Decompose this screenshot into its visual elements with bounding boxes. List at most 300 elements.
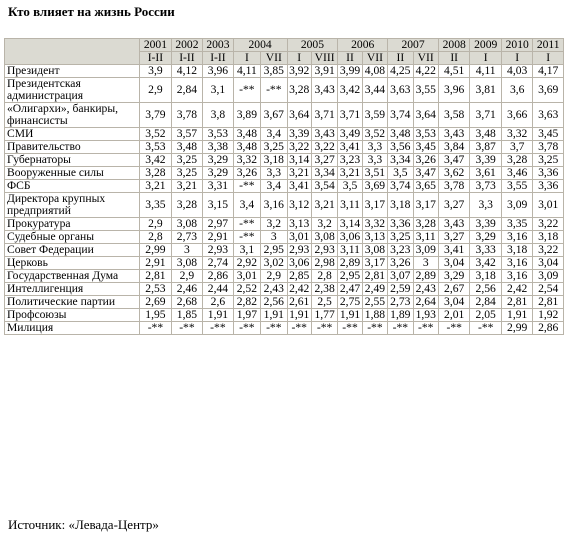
table-row [5, 296, 564, 309]
table-cell: 3,28 [140, 167, 172, 180]
period-header: VII [413, 52, 438, 65]
table-cell: 2,52 [233, 283, 260, 296]
table-cell: 3,4 [261, 180, 287, 193]
row-label: Судебные органы [5, 231, 140, 244]
table-cell: 3,27 [438, 193, 470, 218]
table-cell: 2,97 [203, 218, 233, 231]
period-header: I [287, 52, 311, 65]
table-cell: 3,36 [388, 218, 413, 231]
table-cell: 3 [171, 244, 203, 257]
table-cell: 2,89 [338, 257, 362, 270]
table-cell: 3,36 [533, 167, 564, 180]
table-cell: 2,42 [501, 283, 533, 296]
table-cell: -** [438, 322, 470, 335]
table-cell: 2,92 [233, 257, 260, 270]
year-header-row [5, 39, 564, 52]
table-cell: 2,38 [311, 283, 337, 296]
table-cell: 3,42 [338, 78, 362, 103]
table-cell: 3,47 [438, 154, 470, 167]
table-cell: 3,29 [203, 154, 233, 167]
table-cell: 2,68 [171, 296, 203, 309]
table-cell: 2,93 [287, 244, 311, 257]
table-cell: 3,53 [140, 141, 172, 154]
table-cell: 4,22 [413, 65, 438, 78]
table-cell: 2,81 [362, 270, 387, 283]
table-cell: -** [140, 322, 172, 335]
table-cell: 3,5 [388, 167, 413, 180]
table-cell: 3,42 [470, 257, 502, 270]
table-cell: 4,25 [388, 65, 413, 78]
table-cell: 3,53 [413, 128, 438, 141]
table-cell: 1,95 [140, 309, 172, 322]
table-cell: 2,99 [501, 322, 533, 335]
table-cell: 2,74 [203, 257, 233, 270]
table-cell: 3,25 [171, 154, 203, 167]
table-cell: 3,41 [287, 180, 311, 193]
table-cell: 3,13 [287, 218, 311, 231]
table-row [5, 244, 564, 257]
table-cell: -** [261, 322, 287, 335]
table-cell: 3,49 [338, 128, 362, 141]
table-cell: 2,67 [438, 283, 470, 296]
year-header: 2008 [438, 39, 470, 52]
table-cell: 3,09 [413, 244, 438, 257]
period-header: II [438, 52, 470, 65]
table-cell: 2,89 [413, 270, 438, 283]
table-cell: 3,23 [388, 244, 413, 257]
table-cell: 2,47 [338, 283, 362, 296]
table-cell: 3,09 [501, 193, 533, 218]
table-cell: 2,05 [470, 309, 502, 322]
table-cell: -** [413, 322, 438, 335]
table-row [5, 231, 564, 244]
table-cell: 3,87 [470, 141, 502, 154]
table-cell: 3,55 [413, 78, 438, 103]
table-cell: 3,65 [413, 180, 438, 193]
table-cell: 2,86 [533, 322, 564, 335]
table-cell: 3,06 [287, 257, 311, 270]
table-cell: -** [233, 218, 260, 231]
table-cell: 3,18 [533, 231, 564, 244]
table-cell: -** [362, 322, 387, 335]
table-cell: 2,84 [171, 78, 203, 103]
table-cell: 3,23 [338, 154, 362, 167]
table-cell: 3,48 [470, 128, 502, 141]
table-cell: 3,18 [388, 193, 413, 218]
table-cell: 1,91 [261, 309, 287, 322]
header-corner [5, 39, 140, 65]
table-cell: 3,22 [311, 141, 337, 154]
table-cell: 4,11 [233, 65, 260, 78]
table-cell: 3,78 [438, 180, 470, 193]
table-cell: 3,48 [388, 128, 413, 141]
table-cell: 3,27 [438, 231, 470, 244]
row-label: СМИ [5, 128, 140, 141]
table-cell: 3,22 [287, 141, 311, 154]
table-cell: 2,91 [203, 231, 233, 244]
table-cell: 3,52 [140, 128, 172, 141]
table-cell: 3,08 [362, 244, 387, 257]
table-row [5, 128, 564, 141]
table-cell: 3,63 [533, 103, 564, 128]
table-cell: -** [470, 322, 502, 335]
table-cell: 3,26 [233, 167, 260, 180]
table-cell: 3,21 [171, 180, 203, 193]
table-cell: 3,74 [388, 103, 413, 128]
table-cell: 3,32 [501, 128, 533, 141]
year-header: 2004 [233, 39, 287, 52]
table-row [5, 309, 564, 322]
table-cell: 2,55 [362, 296, 387, 309]
table-cell: 2,69 [140, 296, 172, 309]
table-cell: 3,61 [470, 167, 502, 180]
table-cell: 2,53 [140, 283, 172, 296]
period-header: II [388, 52, 413, 65]
table-cell: 3,96 [438, 78, 470, 103]
period-header: I-II [140, 52, 172, 65]
table-cell: 3,79 [140, 103, 172, 128]
table-cell: 3,96 [203, 65, 233, 78]
table-cell: 3,3 [362, 154, 387, 167]
table-cell: 3,91 [311, 65, 337, 78]
table-cell: 2,86 [203, 270, 233, 283]
row-label: ФСБ [5, 180, 140, 193]
year-header: 2009 [470, 39, 502, 52]
row-label: Церковь [5, 257, 140, 270]
table-cell: 2,73 [171, 231, 203, 244]
table-row [5, 218, 564, 231]
table-cell: 4,17 [533, 65, 564, 78]
period-header: VII [261, 52, 287, 65]
table-cell: -** [261, 78, 287, 103]
table-row [5, 257, 564, 270]
row-label: Президентская администрация [5, 78, 140, 103]
table-cell: 1,91 [203, 309, 233, 322]
table-cell: 3,32 [233, 154, 260, 167]
table-cell: 3,01 [533, 193, 564, 218]
table-cell: 2,91 [140, 257, 172, 270]
table-cell: 3,63 [388, 78, 413, 103]
table-cell: 3,18 [470, 270, 502, 283]
year-header: 2006 [338, 39, 388, 52]
table-cell: 3,22 [533, 244, 564, 257]
table-cell: 2,9 [140, 218, 172, 231]
table-cell: 3,18 [501, 244, 533, 257]
table-cell: 3,09 [533, 270, 564, 283]
table-cell: 3,16 [501, 257, 533, 270]
table-cell: 2,56 [261, 296, 287, 309]
row-label: Государственная Дума [5, 270, 140, 283]
table-cell: 3,11 [413, 231, 438, 244]
period-header: II [338, 52, 362, 65]
table-cell: 3,89 [233, 103, 260, 128]
row-label: Совет Федерации [5, 244, 140, 257]
table-cell: 3,47 [413, 167, 438, 180]
table-cell: 3,26 [413, 154, 438, 167]
table-cell: 3,33 [470, 244, 502, 257]
table-cell: 2,95 [261, 244, 287, 257]
table-cell: 3,29 [438, 270, 470, 283]
table-cell: 3,38 [203, 141, 233, 154]
table-cell: 3,58 [438, 103, 470, 128]
table-cell: 3,78 [533, 141, 564, 154]
table-cell: 3,1 [233, 244, 260, 257]
table-cell: 3,64 [287, 103, 311, 128]
table-cell: 3,21 [287, 167, 311, 180]
table-cell: -** [287, 322, 311, 335]
table-cell: 3,46 [501, 167, 533, 180]
source-note: Источник: «Левада-Центр» [8, 517, 159, 532]
table-cell: 2,8 [140, 231, 172, 244]
table-cell: 3,28 [413, 218, 438, 231]
table-cell: 3,3 [362, 141, 387, 154]
table-cell: 2,54 [533, 283, 564, 296]
table-cell: 3,81 [470, 78, 502, 103]
table-cell: 3,51 [362, 167, 387, 180]
table-row [5, 78, 564, 103]
table-cell: 3,13 [362, 231, 387, 244]
table-cell: 2,42 [287, 283, 311, 296]
table-cell: 3,48 [233, 141, 260, 154]
table-cell: 3,08 [171, 218, 203, 231]
table-row [5, 167, 564, 180]
table-cell: -** [338, 322, 362, 335]
table-cell: 3,16 [501, 231, 533, 244]
table-cell: 3,21 [140, 180, 172, 193]
table-cell: 2,43 [413, 283, 438, 296]
table-cell: 1,88 [362, 309, 387, 322]
table-cell: 2,9 [171, 270, 203, 283]
table-row [5, 322, 564, 335]
table-cell: 3,78 [171, 103, 203, 128]
table-cell: 3,39 [287, 128, 311, 141]
table-cell: 3,43 [311, 128, 337, 141]
table-cell: 3,17 [362, 257, 387, 270]
table-cell: 1,91 [501, 309, 533, 322]
table-cell: 2,84 [470, 296, 502, 309]
table-cell: 3,99 [338, 65, 362, 78]
table-cell: 3,44 [362, 78, 387, 103]
table-cell: 3,2 [311, 218, 337, 231]
year-header: 2002 [171, 39, 203, 52]
table-cell: 3,85 [261, 65, 287, 78]
table-cell: 3,31 [203, 180, 233, 193]
table-cell: 3,35 [501, 218, 533, 231]
row-label: Губернаторы [5, 154, 140, 167]
table-cell: 3,07 [388, 270, 413, 283]
table-cell: 3,4 [261, 128, 287, 141]
table-cell: 2,9 [140, 78, 172, 103]
table-cell: -** [203, 322, 233, 335]
table-cell: 2,98 [311, 257, 337, 270]
table-cell: 3,69 [362, 180, 387, 193]
table-cell: 3,39 [470, 154, 502, 167]
row-label: Вооруженные силы [5, 167, 140, 180]
table-cell: 3,71 [311, 103, 337, 128]
table-cell: 2,93 [311, 244, 337, 257]
table-cell: 3,59 [362, 103, 387, 128]
table-cell: 2,95 [338, 270, 362, 283]
period-header: I-II [171, 52, 203, 65]
table-cell: 3,25 [533, 154, 564, 167]
table-cell: 3,84 [438, 141, 470, 154]
table-cell: 2,81 [501, 296, 533, 309]
table-cell: 4,03 [501, 65, 533, 78]
table-row [5, 103, 564, 128]
table-cell: 3,14 [338, 218, 362, 231]
table-body [5, 39, 564, 335]
table-cell: -** [233, 231, 260, 244]
table-cell: 3,12 [287, 193, 311, 218]
table-cell: 4,11 [470, 65, 502, 78]
year-header: 2003 [203, 39, 233, 52]
table-cell: 1,77 [311, 309, 337, 322]
table-cell: 1,91 [338, 309, 362, 322]
table-cell: -** [311, 322, 337, 335]
table-cell: 3,27 [311, 154, 337, 167]
table-cell: 3,04 [438, 257, 470, 270]
table-cell: 3,8 [203, 103, 233, 128]
page-title: Кто влияет на жизнь России [8, 4, 175, 19]
table-cell: 3,74 [388, 180, 413, 193]
table-cell: 3,25 [388, 231, 413, 244]
table-row [5, 154, 564, 167]
table-cell: 3,66 [501, 103, 533, 128]
row-label: «Олигархи», банкиры, финансисты [5, 103, 140, 128]
year-header: 2011 [533, 39, 564, 52]
row-label: Директора крупных предприятий [5, 193, 140, 218]
year-header: 2007 [388, 39, 439, 52]
table-row [5, 193, 564, 218]
table-cell: 1,93 [413, 309, 438, 322]
table-cell: 3,28 [501, 154, 533, 167]
table-cell: 3,55 [501, 180, 533, 193]
table-cell: 4,08 [362, 65, 387, 78]
row-label: Прокуратура [5, 218, 140, 231]
table-cell: 3,34 [311, 167, 337, 180]
table-cell: 3,42 [140, 154, 172, 167]
table-cell: 3,3 [470, 193, 502, 218]
table-cell: 1,91 [287, 309, 311, 322]
table-cell: 2,99 [140, 244, 172, 257]
table-cell: 2,64 [413, 296, 438, 309]
table-cell: 2,9 [261, 270, 287, 283]
table-cell: 3,45 [533, 128, 564, 141]
table-cell: 3,16 [261, 193, 287, 218]
table-cell: 2,8 [311, 270, 337, 283]
table-cell: 3,39 [470, 218, 502, 231]
table-cell: 3,73 [470, 180, 502, 193]
period-header: I-II [203, 52, 233, 65]
table-cell: 3,08 [311, 231, 337, 244]
table-cell: 3,08 [171, 257, 203, 270]
table-cell: 2,44 [203, 283, 233, 296]
table-cell: -** [171, 322, 203, 335]
period-header: VII [362, 52, 387, 65]
table-cell: 2,82 [233, 296, 260, 309]
table-row [5, 180, 564, 193]
table-cell: 3,21 [338, 167, 362, 180]
table-cell: 3,9 [140, 65, 172, 78]
table-cell: 3,15 [203, 193, 233, 218]
table-cell: 2,46 [171, 283, 203, 296]
table-cell: 3,41 [338, 141, 362, 154]
table-cell: -** [233, 322, 260, 335]
table-cell: 3,06 [338, 231, 362, 244]
table-cell: 2,81 [140, 270, 172, 283]
period-header: VIII [311, 52, 337, 65]
row-label: Интеллигенция [5, 283, 140, 296]
table-cell: 3,25 [261, 141, 287, 154]
table-cell: 3,17 [413, 193, 438, 218]
table-cell: 1,85 [171, 309, 203, 322]
table-cell: 3 [261, 231, 287, 244]
table-row [5, 141, 564, 154]
table-cell: 3,43 [438, 218, 470, 231]
table-cell: 3,53 [203, 128, 233, 141]
table-cell: 3,2 [261, 218, 287, 231]
row-label: Политические партии [5, 296, 140, 309]
table-cell: 3,67 [261, 103, 287, 128]
table-cell: 1,92 [533, 309, 564, 322]
table-cell: 3,56 [388, 141, 413, 154]
table-cell: 3,41 [438, 244, 470, 257]
table-cell: 3,14 [287, 154, 311, 167]
table-cell: 3,01 [233, 270, 260, 283]
table-cell: 3,57 [171, 128, 203, 141]
table-cell: 3,36 [533, 180, 564, 193]
table-cell: -** [388, 322, 413, 335]
period-header: I [501, 52, 533, 65]
table-cell: 3,64 [413, 103, 438, 128]
row-label: Профсоюзы [5, 309, 140, 322]
table-cell: 2,43 [261, 283, 287, 296]
table-cell: 3,69 [533, 78, 564, 103]
table-cell: 2,56 [470, 283, 502, 296]
table-cell: 4,51 [438, 65, 470, 78]
table-cell: 3,48 [171, 141, 203, 154]
table-cell: 2,5 [311, 296, 337, 309]
table-cell: -** [233, 180, 260, 193]
table-cell: 3,4 [233, 193, 260, 218]
table-cell: 2,75 [338, 296, 362, 309]
period-header: I [233, 52, 260, 65]
table-cell: 3,18 [261, 154, 287, 167]
table-cell: 3,43 [311, 78, 337, 103]
row-label: Президент [5, 65, 140, 78]
period-header: I [533, 52, 564, 65]
table-row [5, 65, 564, 78]
table-cell: 4,12 [171, 65, 203, 78]
table-cell: 1,97 [233, 309, 260, 322]
table-cell: 3,6 [501, 78, 533, 103]
table-cell: 3,04 [438, 296, 470, 309]
table-cell: 3,29 [203, 167, 233, 180]
table-row [5, 270, 564, 283]
table-cell: 2,85 [287, 270, 311, 283]
table-cell: 3,35 [140, 193, 172, 218]
table-cell: 3,02 [261, 257, 287, 270]
table-cell: 3,5 [338, 180, 362, 193]
table-cell: 3,22 [533, 218, 564, 231]
table-cell: 3,1 [203, 78, 233, 103]
table-cell: 3,11 [338, 244, 362, 257]
year-header: 2001 [140, 39, 172, 52]
table-cell: 3,17 [362, 193, 387, 218]
table-cell: 2,81 [533, 296, 564, 309]
table-cell: 3,52 [362, 128, 387, 141]
table-cell: 3 [413, 257, 438, 270]
